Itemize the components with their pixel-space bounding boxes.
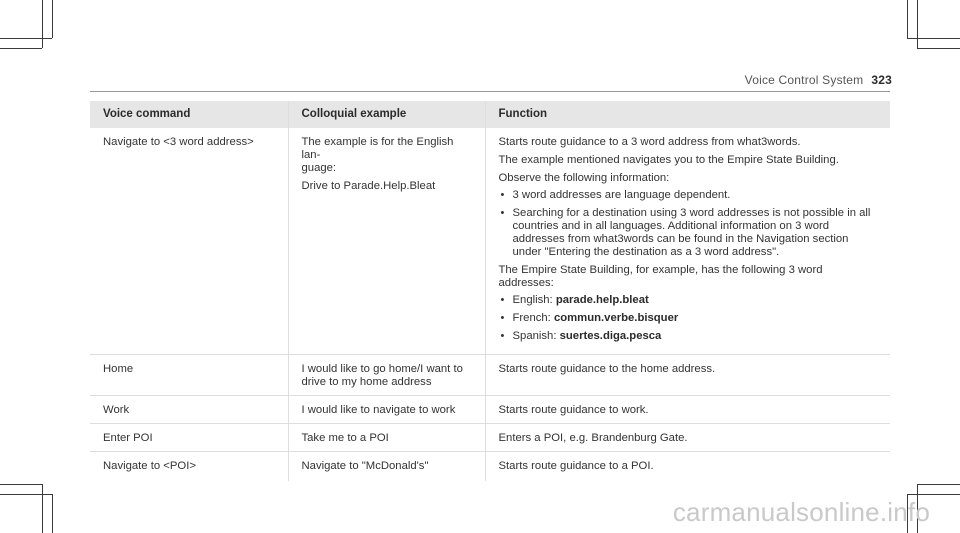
cell-function — [485, 128, 890, 355]
list-item — [499, 312, 881, 325]
crop-mark-top-right-inner-horizontal — [917, 48, 960, 49]
list-item: • 3 word addresses are language dependent. — [499, 189, 881, 202]
cell-command: Navigate to <POI> — [103, 460, 196, 472]
crop-mark-bottom-left-vertical — [42, 484, 43, 533]
cell-function: Starts route guidance to the home address. — [485, 355, 890, 396]
crop-mark-bottom-right-horizontal — [907, 494, 960, 495]
example-line: The example is for the English lan- guage: — [301, 136, 454, 174]
function-paragraph: Starts route guidance to a 3 word address from what3words. — [498, 136, 801, 148]
running-header — [745, 73, 892, 87]
table-row — [90, 128, 890, 355]
crop-mark-top-left-horizontal — [0, 38, 52, 39]
example-line: Drive to Parade.Help.Bleat — [301, 180, 436, 192]
crop-mark-top-right-horizontal — [907, 38, 960, 39]
list-item — [499, 330, 881, 343]
watermark: carmanualsonline.info — [672, 497, 930, 527]
cell-command: Home — [90, 355, 288, 396]
list-item: • Searching for a destination using 3 word addresses is not possible in all countries and in all languages. Additional information on 3 word addresses from what3words can be found in the Navigation section under "Entering the destination as a 3 word address". — [499, 207, 881, 259]
voice-command-table — [90, 101, 890, 481]
cell-example: Take me to a POI — [288, 424, 485, 452]
address-value: commun.verbe.bisquer — [553, 312, 679, 324]
cell-command: Work — [90, 396, 288, 424]
cell-command: Navigate to <3 word address> — [90, 128, 288, 355]
table-row — [90, 355, 890, 396]
cell-example: I would like to navigate to work — [288, 396, 485, 424]
language-label: French: — [512, 312, 551, 324]
crop-mark-top-left-inner-horizontal — [0, 48, 42, 49]
column-header-function: Function — [485, 101, 890, 128]
function-paragraph: The Empire State Building, for example, has the following 3 word addresses: — [498, 264, 823, 289]
function-paragraph: The example mentioned navigates you to the Empire State Building. — [498, 154, 839, 166]
function-paragraph: Observe the following information: — [498, 172, 670, 184]
list-item — [499, 294, 881, 307]
cell-function: Enters a POI, e.g. Brandenburg Gate. — [485, 424, 890, 452]
cell-command: Enter POI — [90, 424, 288, 452]
crop-mark-top-right-vertical — [917, 0, 918, 48]
table-row — [90, 452, 890, 482]
cell-example: I would like to go home/I want to drive to my home address — [288, 355, 485, 396]
cell-function: Starts route guidance to a POI. — [485, 452, 890, 482]
cell-example — [288, 128, 485, 355]
table-row — [90, 424, 890, 452]
info-bullet-list — [499, 189, 881, 259]
crop-mark-bottom-left-horizontal — [0, 494, 52, 495]
crop-mark-bottom-right-inner-horizontal — [917, 484, 960, 485]
language-label: Spanish: — [512, 330, 557, 342]
cell-example: Navigate to "McDonald's" — [288, 452, 485, 482]
crop-mark-top-left-inner-vertical — [52, 0, 53, 38]
column-header-voice-command: Voice command — [90, 101, 288, 128]
address-value: suertes.diga.pesca — [559, 330, 662, 342]
page-number: 323 — [871, 73, 892, 87]
section-title: Voice Control System — [744, 73, 864, 87]
address-value: parade.help.bleat — [555, 294, 649, 306]
language-label: English: — [512, 294, 553, 306]
column-header-colloquial-example: Colloquial example — [288, 101, 485, 128]
cell-function: Starts route guidance to work. — [485, 396, 890, 424]
crop-mark-bottom-left-inner-vertical — [52, 494, 53, 533]
language-address-list — [499, 294, 881, 343]
crop-mark-top-right-inner-vertical — [907, 0, 908, 38]
crop-mark-top-left-vertical — [42, 0, 43, 48]
crop-mark-bottom-left-inner-horizontal — [0, 484, 42, 485]
table-row — [90, 396, 890, 424]
table-header-row — [90, 101, 890, 128]
header-rule — [90, 91, 890, 92]
